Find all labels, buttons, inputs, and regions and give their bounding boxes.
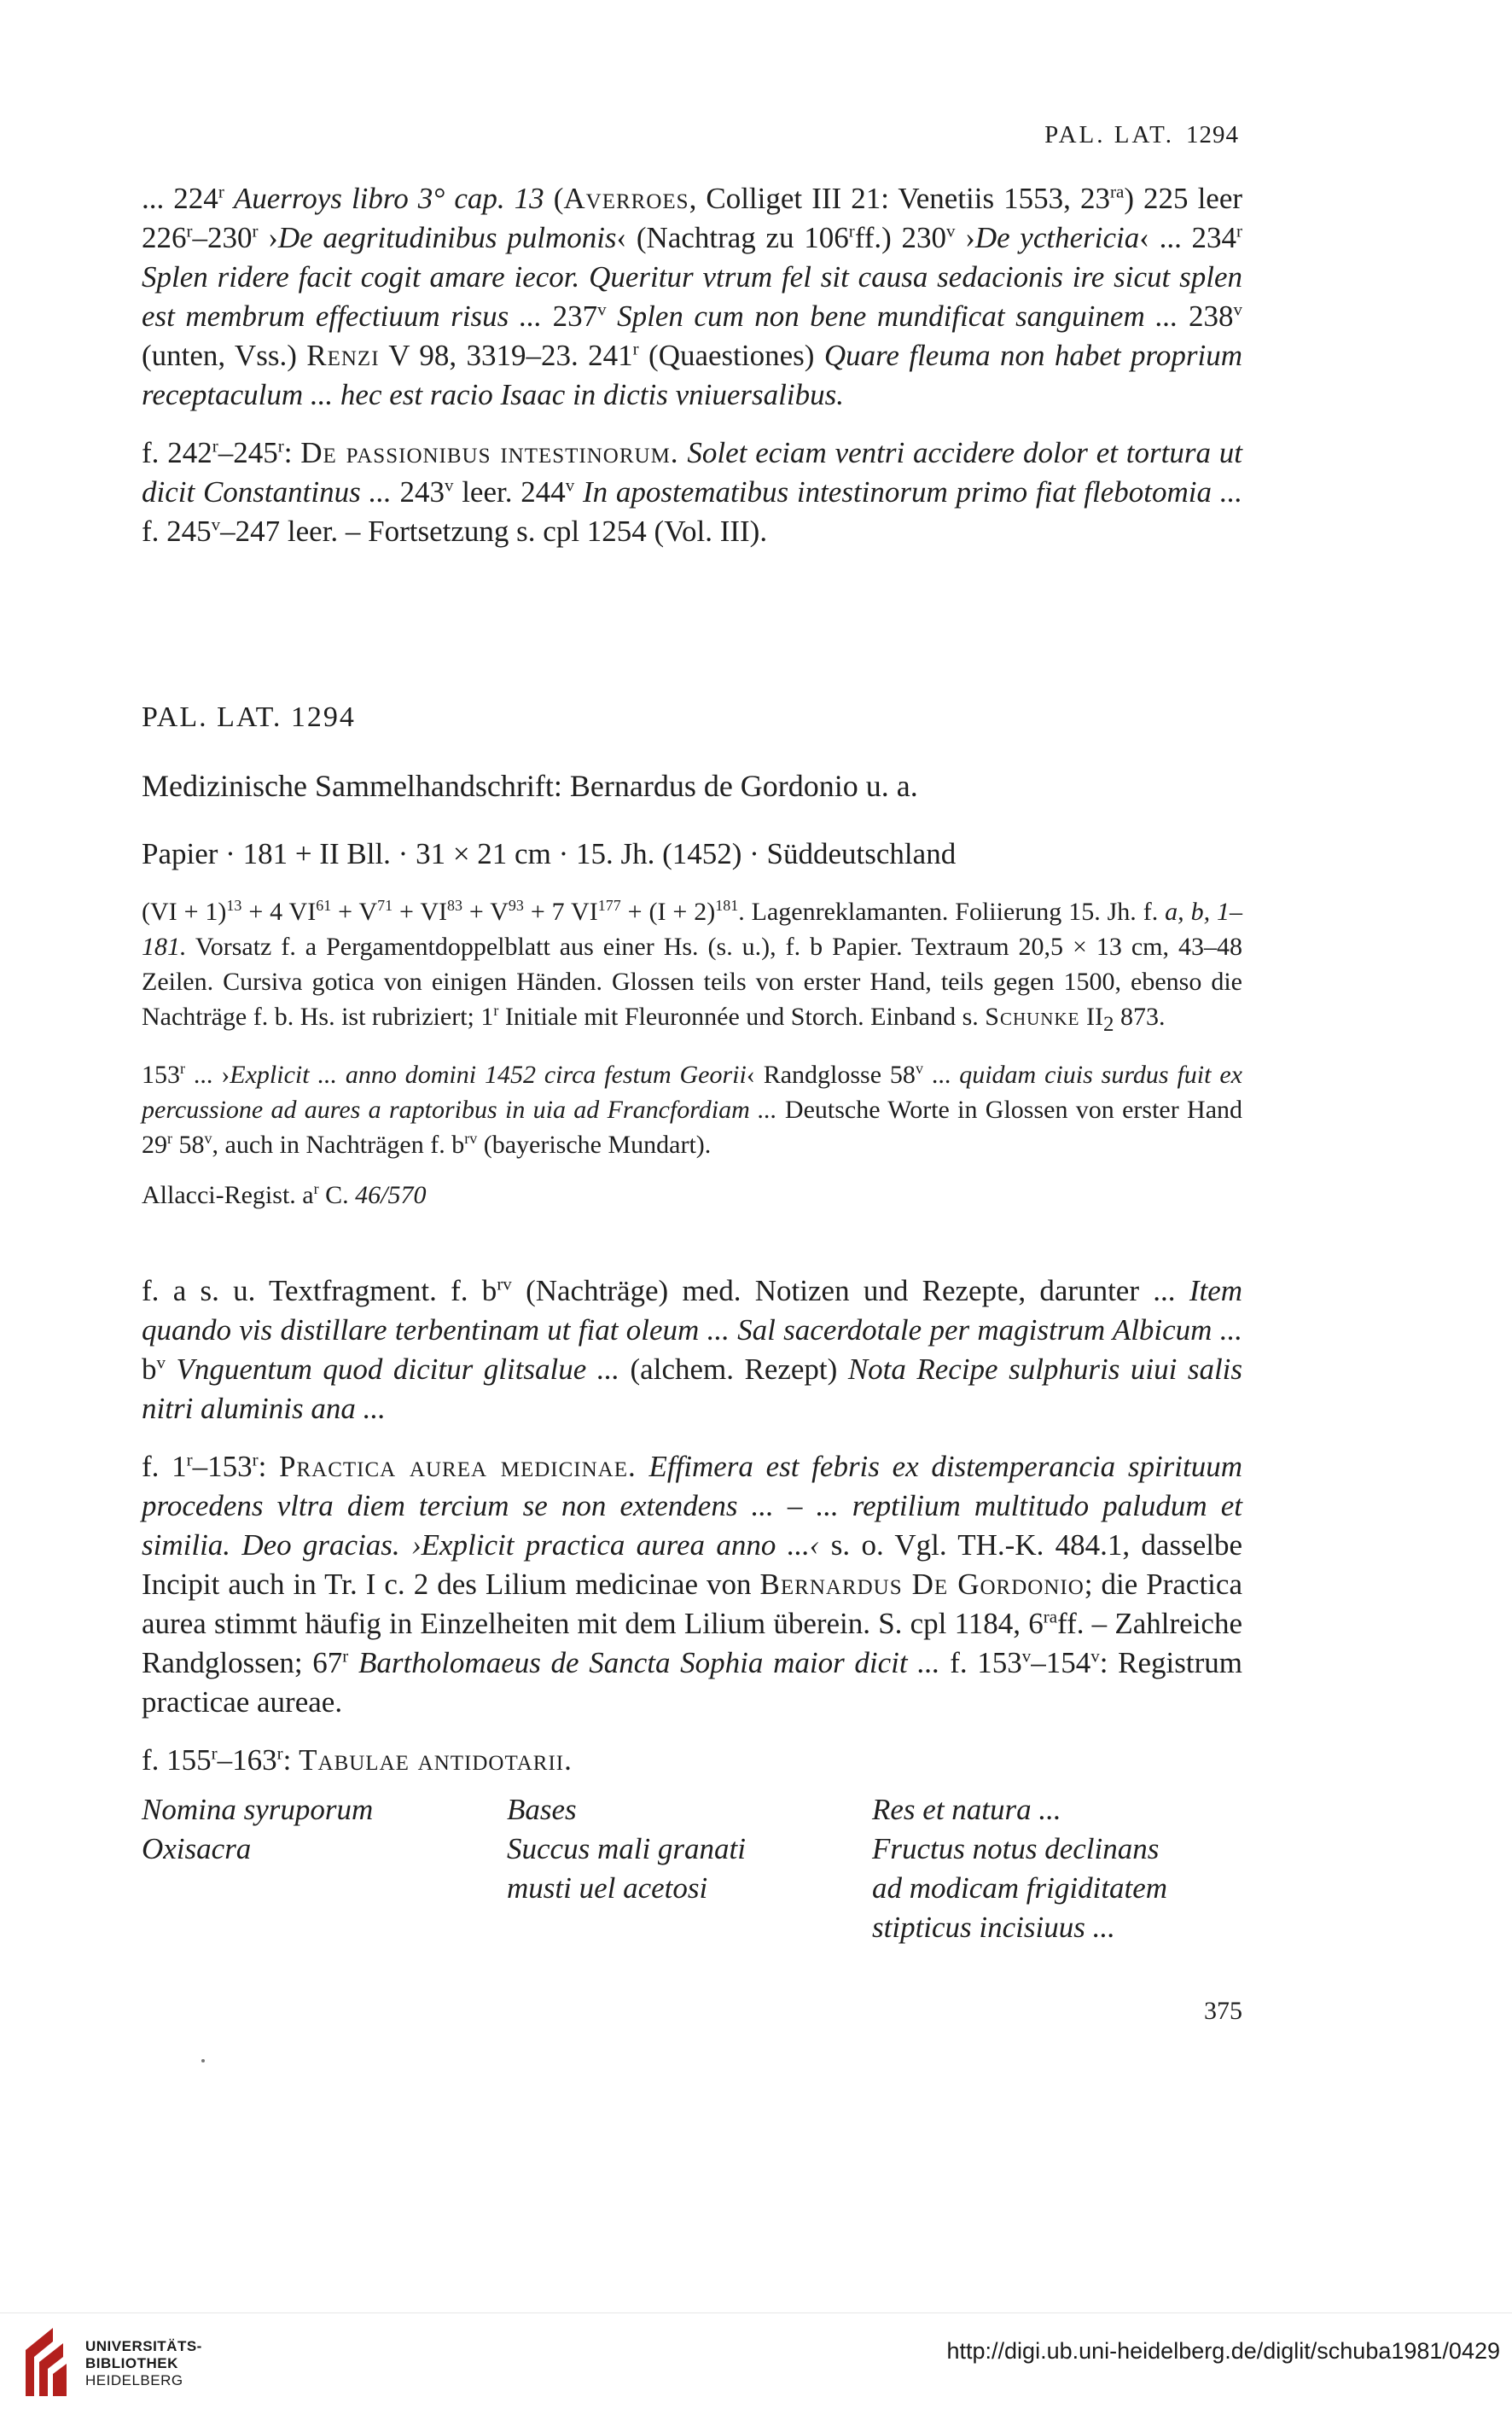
codicology-section: [142, 894, 1242, 1213]
page-number: 375: [1204, 1997, 1242, 2025]
contents-section: [142, 1271, 1242, 1799]
codicology-text: (VI + 1)$^{13}$ + 4 $VI^{61} + V^{71} + VI^{83} + V^{93} + 7$ $VI^{177} + (I + 2)^{181}$. Lagenreklamanten. Foliierung 15. Jh. f. a, b, 1–181. Vorsatz f. a Pergamentdoppelblatt aus einer Hs. (s. u.), f. b Papier. Textraum 20,5 × 13 cm, 43–48 Zeilen. Cursiva gotica von einigen Händen. Glossen teils von erster Hand, teils gegen 1500, ebenso die Nachträge f. b. Hs. ist rubriziert; 1$^r$ Initiale mit Fleuronnée und Storch. Einband s. Schunke $II_2$ 873.: [142, 897, 1242, 1036]
table-cell: ad modicam frigiditatem: [872, 1871, 1168, 1905]
running-head: [1044, 121, 1239, 149]
table-cell: Fructus notus declinans: [872, 1832, 1160, 1865]
table-cell: Bases: [507, 1793, 577, 1826]
allacci-register: Allacci-Regist. $a^r$ C. 46/570: [142, 1180, 427, 1209]
running-head-title: PAL. LAT.: [1044, 121, 1174, 148]
table-cell: [142, 1869, 507, 1908]
paragraph-fragment: f. a s. u. Textfragment. f. $b^{rv}$ (Nachträge) med. Notizen und Rezepte, darunter ... Item quando vis distillare terbentinam ut fiat oleum ... Sal sacerdotale per magistrum Albicum ... $b^v$ Vnguentum quod dicitur glitsalue ... (alchem. Rezept) Nota Recipe sulphuris uiui salis nitri aluminis ana ...: [142, 1273, 1243, 1425]
table-cell: [142, 1908, 507, 1947]
table-cell: Succus mali granati: [507, 1832, 746, 1865]
table-cell: Res et natura ...: [872, 1793, 1061, 1826]
table-row: [142, 1790, 1242, 1830]
footer-bar: [0, 2313, 1512, 2426]
entry-heading: PAL. LAT. 1294: [142, 701, 356, 733]
running-head-number: 1294: [1186, 121, 1239, 148]
table-cell: Oxisacra: [142, 1832, 252, 1865]
paragraph-tabulae-heading: f. 155$^r$–163$^r$: Tabulae antidotarii.: [142, 1742, 573, 1777]
paragraph-passionibus: f. 242$^r$–245$^r$: De passionibus intestinorum. Solet eciam ventri accidere dolor et tortura ut dicit Constantinus ... 243$^v$ leer. 244$^v$ In apostematibus intestinorum primo fiat flebotomia ... f. 245$^v$–247 leer. – Fortsetzung s. cpl 1254 (Vol. III).: [142, 435, 1243, 548]
table-cell: Nomina syruporum: [142, 1793, 374, 1826]
table-row: [142, 1908, 1242, 1947]
colophon-text: 153$^r$ ... ›Explicit ... anno domini 1452 circa festum Georii‹ Randglosse 58$^v$ ... quidam ciuis surdus fuit ex percussione ad aures a raptoribus in uia ad Francfordiam ... Deutsche Worte in Glossen von erster Hand 29$^r$ 58$^v$, auch in Nachträgen f. $b^{rv}$ (bayerische Mundart).: [142, 1060, 1243, 1159]
library-name-line2: BIBLIOTHEK: [85, 2355, 178, 2371]
entry-title: Medizinische Sammelhandschrift: Bernardus de Gordonio u. a.: [142, 769, 918, 803]
paragraph-practica: f. 1$^r$–153$^r$: Practica aurea medicinae. Effimera est febris ex distemperancia spirituum procedens vltra diem tercium se non extendens ... – ... reptilium multitudo paludum et similia. Deo gracias. ›Explicit practica aurea anno ...‹ s. o. Vgl. TH.-K. 484.1, dasselbe Incipit auch in Tr. I c. 2 des Lilium medicinae von Bernardus De Gordonio; die Practica aurea stimmt häufig in Einzelheiten mit dem Lilium überein. S. cpl 1184, $6^{ra}ff$. – Zahlreiche Randglossen; 67$^r$ Bartholomaeus de Sancta Sophia maior dicit ... f. 153$^v$–154$^v$: Registrum practicae aureae.: [142, 1449, 1243, 1719]
tabulae-table: [142, 1790, 1242, 1947]
library-name-line3: HEIDELBERG: [85, 2372, 183, 2388]
table-row: [142, 1830, 1242, 1869]
library-logo-icon: [19, 2324, 70, 2398]
paragraph-averroes: ... 224$^r$ Auerroys libro 3° cap. 13 (Averroes, Colliget III 21: Venetiis 1553, $23^{ra}$) 225 leer 226$^r$–230$^r$ ›De aegritudinibus pulmonis‹ (Nachtrag zu 106$^r$ff.) 230$^v$ ›De ycthericia‹ ... 234$^r$ Splen ridere facit cogit amare iecor. Queritur vtrum fel sit causa sedacionis ire sicut splen est membrum effectiuum risus ... 237$^v$ Splen cum non bene mundificat sanguinem ... 238$^v$ (unten, Vss.) Renzi V 98, 3319–23. 241$^r$ (Quaestiones) Quare fleuma non habet proprium receptaculum ... hec est racio Isaac in dictis vniuersalibus.: [142, 181, 1243, 411]
library-name-line1: UNIVERSITÄTS-: [85, 2338, 202, 2354]
physical-description: Papier · 181 + II Bll. · 31 × 21 cm · 15. Jh. (1452) · Süddeutschland: [142, 837, 957, 870]
stray-dot: [201, 2059, 205, 2062]
manuscript-entry: [142, 698, 1242, 1228]
table-cell: [507, 1908, 872, 1947]
library-name: [85, 2338, 202, 2389]
table-cell: stipticus incisiuus ...: [872, 1911, 1115, 1944]
source-url-link[interactable]: http://digi.ub.uni-heidelberg.de/diglit/schuba1981/0429: [946, 2338, 1500, 2364]
previous-entry-text: [142, 179, 1242, 570]
table-row: [142, 1869, 1242, 1908]
table-cell: musti uel acetosi: [507, 1871, 708, 1905]
